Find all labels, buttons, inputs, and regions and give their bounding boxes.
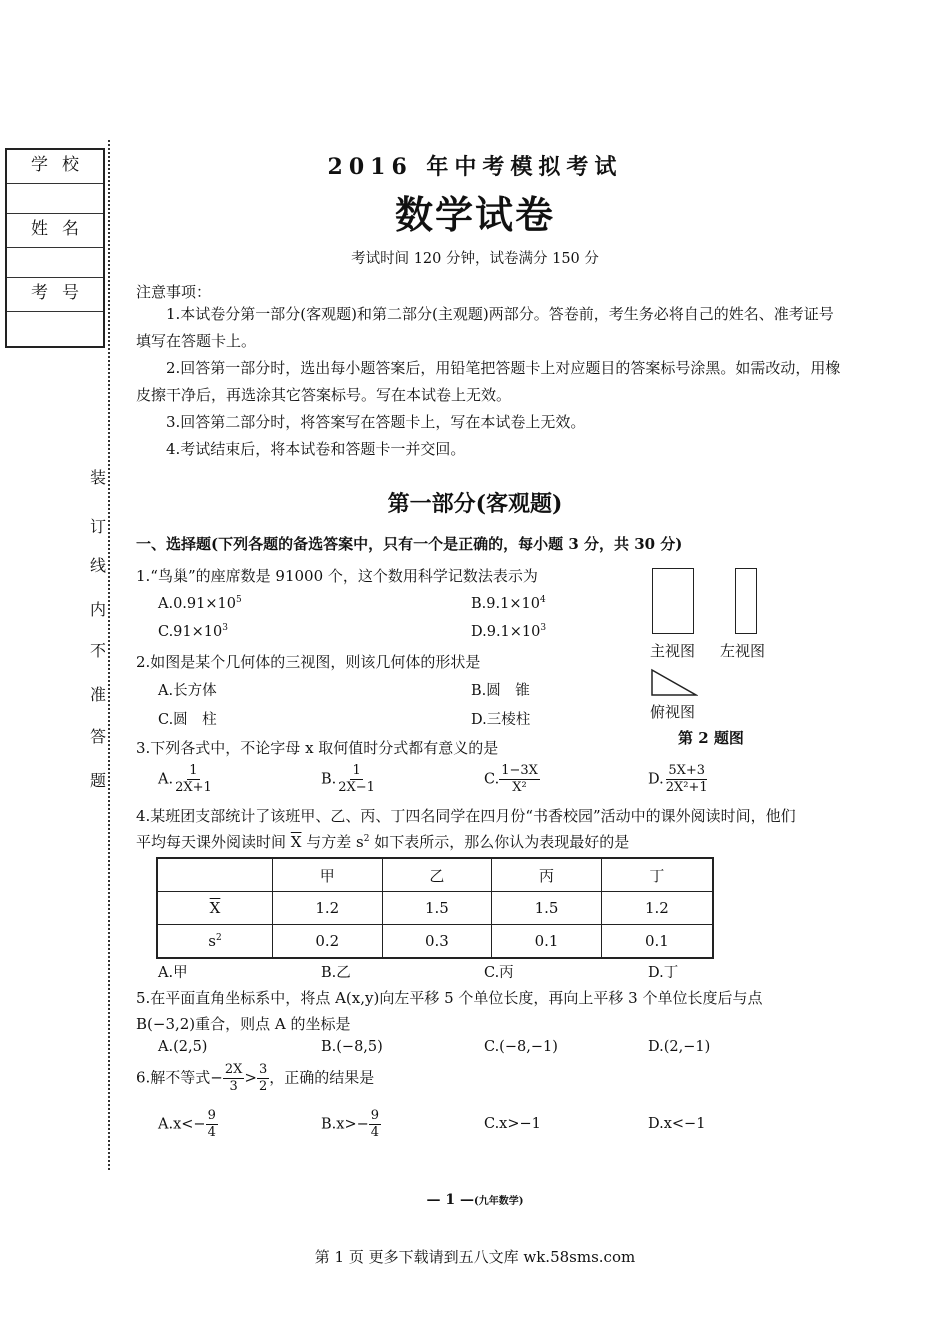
binding-char: 答 [89,727,106,746]
section-heading: 一、选择题(下列各题的备选答案中，只有一个是正确的，每小题 3 分，共 30 分) [136,535,683,553]
table-cell: 1.5 [382,892,492,925]
binding-char: 题 [89,771,106,790]
question-3-stem: 3.下列各式中，不论字母 x 取何值时分式都有意义的是 [136,739,499,757]
xbar-symbol: $\overline{X}$ [290,833,302,851]
question-5-stem-line2: B(−3,2)重合，则点 A 的坐标是 [136,1015,351,1033]
q2-option-b[interactable]: B.圆 锥 [471,683,530,699]
notice-item: 2.回答第一部分时，选出每小题答案后，用铅笔把答题卡上对应题目的答案标号涂黑。如需改动，用橡皮擦干净后，再选涂其它答案标号。写在本试卷上无效。 [136,359,841,404]
table-cell: 1.2 [601,892,713,925]
question-4-stem-line1: 4.某班团支部统计了该班甲、乙、丙、丁四名同学在四月份“书香校园”活动中的课外阅读时间，他们 [136,807,796,825]
front-view-rectangle [652,568,694,634]
q5-option-d[interactable]: D.(2,−1) [648,1039,711,1055]
table-cell: 0.3 [382,925,492,959]
binding-char: 不 [89,641,106,660]
binding-char: 装 [89,468,106,487]
table-row [157,892,713,925]
table-cell: 1.5 [492,892,602,925]
grade-subject: (九年数学) [474,1196,524,1207]
name-label: 姓名 [31,219,93,239]
table-header-cell: 乙 [382,858,492,892]
top-view-label: 俯视图 [650,703,696,721]
binding-char: 订 [89,517,106,536]
binding-char: 线 [89,556,106,575]
question-2-stem: 2.如图是某个几何体的三视图，则该几何体的形状是 [136,653,481,671]
q1-option-d[interactable]: $D.9.1\times 10^3$ [471,623,547,640]
q5-option-c[interactable]: C.(−8,−1) [484,1039,558,1055]
row-label-variance: $s^2$ [157,925,273,959]
id-label: 考号 [31,283,93,303]
binding-char: 准 [89,685,106,704]
q4-option-d[interactable]: D.丁 [648,965,679,981]
download-link[interactable]: 第 1 页 更多下载请到五八文库 wk.58sms.com [314,1248,636,1266]
q4-option-a[interactable]: A.甲 [158,965,188,981]
top-view-triangle [650,668,698,698]
q6-option-c[interactable]: C.x>−1 [484,1116,541,1132]
q6-option-a[interactable]: A.x<− $\frac{9}{4}$ [158,1108,216,1140]
left-view-label: 左视图 [720,642,766,660]
part-title: 第一部分(客观题) [387,491,563,517]
question-4-stem-line2: 平均每天课外阅读时间 $\overline{X}$ 与方差 $s^2$ 如下表所示，那么你认为表现最好的是 [136,833,630,851]
q2-option-c[interactable]: C.圆 柱 [158,712,217,728]
table-header-cell [157,858,273,892]
q6-option-d[interactable]: D.x<−1 [648,1116,706,1132]
q5-option-a[interactable]: A.(2,5) [158,1039,208,1055]
question-5-stem-line1: 5.在平面直角坐标系中，将点 A(x,y)向左平移 5 个单位长度，再向上平移 3 个单位长度后与点 [136,989,763,1007]
q2-option-d[interactable]: D.三棱柱 [471,712,531,728]
table-row [157,925,713,959]
q1-option-b[interactable]: $B.9.1\times 10^4$ [471,595,546,612]
table-header-cell: 丁 [601,858,713,892]
figure-caption: 第 2 题图 [678,729,744,747]
table-cell: 0.1 [492,925,602,959]
notice-heading: 注意事项： [136,283,212,301]
table-cell: 0.2 [273,925,383,959]
q1-option-a[interactable]: $A.0.91\times 10^5$ [158,595,242,612]
exam-info: 考试时间 120 分钟，试卷满分 150 分 [351,251,599,267]
q1-option-c[interactable]: $C.91\times 10^3$ [158,623,228,640]
reading-stats-table [156,857,714,959]
school-label: 学校 [31,155,93,175]
q3-option-b[interactable]: B. $\frac{1}{2X-1}$ [321,763,375,795]
id-field[interactable] [7,312,103,344]
question-6-stem: 6.解不等式− $\frac{2X}{3}$ > $\frac{3}{2}$ ，正确的结果是 [136,1062,375,1094]
paper-title: 数学试卷 [394,192,555,237]
binding-char: 内 [89,600,106,619]
q4-option-b[interactable]: B.乙 [321,965,351,981]
q3-option-c[interactable]: C. $\frac{1-3X}{\text{X²}}$ [484,763,538,795]
page-footer [0,1192,950,1208]
question-1-stem: 1.“鸟巢”的座席数是 91000 个，这个数用科学记数法表示为 [136,567,538,585]
exam-title: 2016 年中考模拟考试 [327,154,623,180]
q2-option-a[interactable]: A.长方体 [158,683,217,699]
q3-option-a[interactable]: A. $\frac{1}{2X+1}$ [158,763,212,795]
q4-option-c[interactable]: C.丙 [484,965,514,981]
q5-option-b[interactable]: B.(−8,5) [321,1039,383,1055]
table-cell: 1.2 [273,892,383,925]
front-view-label: 主视图 [650,642,696,660]
table-header-cell: 丙 [492,858,602,892]
notice-item: 4.考试结束后，将本试卷和答题卡一并交回。 [166,440,466,458]
row-label-mean: $\overline{X}$ [157,892,273,925]
binding-dotted-line [108,140,110,1170]
page-number: — 1 — [426,1192,475,1208]
q6-option-b[interactable]: B.x>− $\frac{9}{4}$ [321,1108,380,1140]
notice-item: 3.回答第二部分时，将答案写在答题卡上，写在本试卷上无效。 [166,413,586,431]
q3-option-d[interactable]: D. $\frac{5X+3}{\text{2X²+1}}$ [648,763,708,795]
notice-item: 1.本试卷分第一部分(客观题)和第二部分(主观题)两部分。答卷前，考生务必将自己的姓名、准考证号填写在答题卡上。 [136,305,834,350]
table-header-row [157,858,713,892]
table-header-cell: 甲 [273,858,383,892]
left-view-rectangle [735,568,757,634]
id-label-cell [7,278,103,312]
table-cell: 0.1 [601,925,713,959]
